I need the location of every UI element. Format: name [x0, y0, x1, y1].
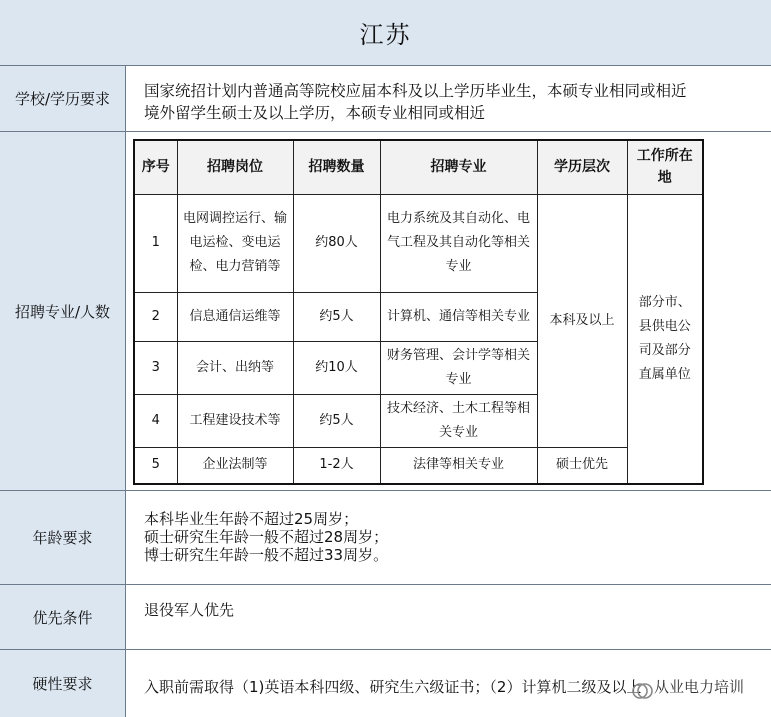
table-row — [134, 447, 703, 484]
cell-no: 2 — [134, 292, 177, 341]
title-row — [0, 0, 771, 66]
cell-count: 约5人 — [293, 292, 380, 341]
cell-major: 财务管理、会计学等相关专业 — [380, 341, 537, 394]
row-label-school: 学校/学历要求 — [0, 66, 126, 131]
cell-post: 会计、出纳等 — [177, 341, 293, 394]
cell-count: 约80人 — [293, 194, 380, 292]
cell-no: 1 — [134, 194, 177, 292]
row-value-priority — [126, 585, 771, 649]
row-priority — [0, 585, 771, 650]
cell-post: 信息通信运维等 — [177, 292, 293, 341]
header-post: 招聘岗位 — [177, 140, 293, 194]
recruit-table — [133, 139, 704, 485]
cell-location: 部分市、县供电公司及部分直属单位 — [627, 194, 703, 484]
row-value-school — [126, 66, 771, 131]
cell-no: 5 — [134, 447, 177, 484]
hard-text: 入职前需取得（1)英语本科四级、研究生六级证书；（2）计算机二级及以上 — [144, 678, 642, 696]
header-count: 招聘数量 — [293, 140, 380, 194]
cell-post: 电网调控运行、输电运检、变电运检、电力营销等 — [177, 194, 293, 292]
row-age — [0, 491, 771, 585]
row-label-priority: 优先条件 — [0, 585, 126, 649]
header-no: 序号 — [134, 140, 177, 194]
page-title: 江苏 — [359, 21, 412, 49]
cell-major: 电力系统及其自动化、电气工程及其自动化等相关专业 — [380, 194, 537, 292]
school-line-1: 国家统招计划内普通高等院校应届本科及以上学历毕业生，本硕专业相同或相近 — [144, 82, 687, 100]
table-header-row — [134, 140, 703, 194]
cell-count: 约5人 — [293, 394, 380, 447]
age-line-1: 本科毕业生年龄不超过25周岁； — [144, 510, 359, 528]
row-school — [0, 66, 771, 132]
cell-no: 4 — [134, 394, 177, 447]
header-major: 招聘专业 — [380, 140, 537, 194]
cell-count: 1-2人 — [293, 447, 380, 484]
table-row — [134, 194, 703, 292]
row-label-age: 年龄要求 — [0, 491, 126, 584]
source-credit: 从业电力培训 — [654, 678, 745, 696]
age-line-2: 硕士研究生年龄一般不超过28周岁； — [144, 528, 389, 546]
cell-no: 3 — [134, 341, 177, 394]
cell-count: 约10人 — [293, 341, 380, 394]
cell-edu-last: 硕士优先 — [537, 447, 627, 484]
header-edu: 学历层次 — [537, 140, 627, 194]
header-loc: 工作所在地 — [627, 140, 703, 194]
age-line-3: 博士研究生年龄一般不超过33周岁。 — [144, 546, 389, 564]
priority-text: 退役军人优先 — [144, 601, 235, 619]
cell-major: 技术经济、土木工程等相关专业 — [380, 394, 537, 447]
cell-edu-main: 本科及以上 — [537, 194, 627, 447]
school-line-2: 境外留学生硕士及以上学历，本硕专业相同或相近 — [144, 104, 486, 122]
row-label-hard: 硬性要求 — [0, 650, 126, 717]
row-label-recruit: 招聘专业/人数 — [0, 132, 126, 490]
cell-post: 企业法制等 — [177, 447, 293, 484]
wechat-icon — [631, 680, 653, 702]
row-value-age — [126, 491, 771, 584]
cell-major: 计算机、通信等相关专业 — [380, 292, 537, 341]
cell-major: 法律等相关专业 — [380, 447, 537, 484]
cell-post: 工程建设技术等 — [177, 394, 293, 447]
